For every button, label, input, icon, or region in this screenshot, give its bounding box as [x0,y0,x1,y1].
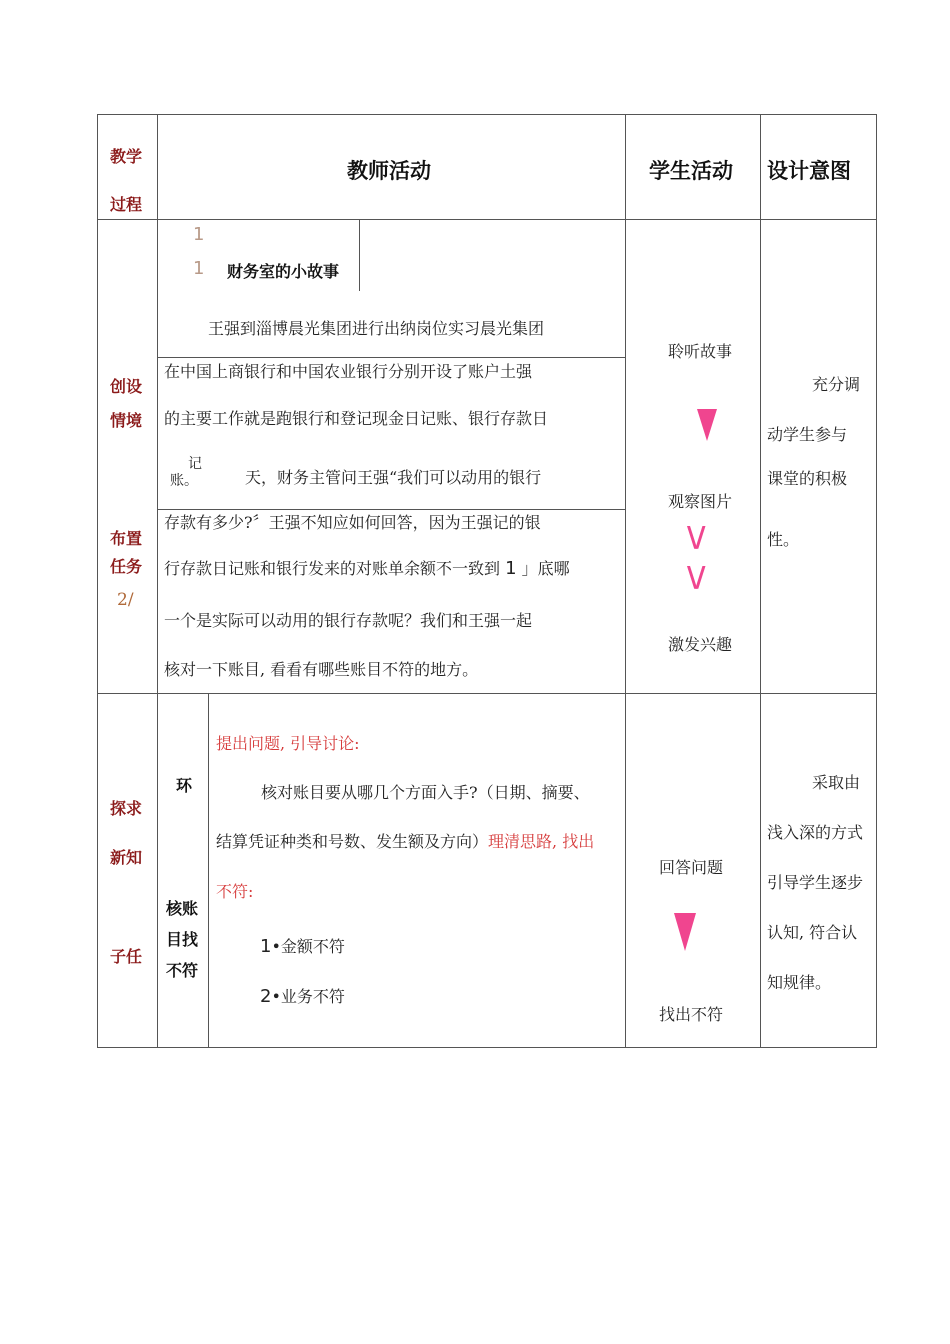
paragraph-line: 核对一下账目, 看看有哪些账目不符的地方。 [164,660,479,679]
paragraph-line: 」底哪 [521,559,570,578]
design-intent-line: 认知, 符合认 [767,923,858,942]
discussion-text: 核对账目要从哪几个方面入手?（日期、摘要、 [261,783,590,802]
list-item-label: •业务不符 [271,987,345,1006]
student-activity-listen: 聆听故事 [668,342,733,361]
design-intent-line: 知规律。 [767,973,832,992]
list-item-label: •金额不符 [271,937,345,956]
student-activity-observe: 观察图片 [668,492,733,511]
discussion-text: 结算凭证种类和号数、发生额及方向） [216,832,489,851]
story-title: 财务室的小故事 [227,262,340,281]
paragraph-line-with-number [164,556,570,579]
sub-col-ring: 环 [176,776,193,795]
list-item [260,984,345,1007]
table-col-divider [760,114,761,1048]
paragraph-line: 行存款日记账和银行发来的对账单余额不一致到 [164,559,501,578]
design-intent-line: 采取由 [812,773,861,792]
row2-stage-label: 探求 [110,799,143,818]
v-arrow-icon: \/ [687,560,704,593]
table-col-divider [157,114,158,1048]
paragraph-line: 的主要工作就是跑银行和登记现金日记账、银行存款日 [164,409,549,428]
design-intent-line: 性。 [767,530,800,549]
design-intent-line: 动学生参与 [767,425,848,444]
paragraph-line: 在中国上商银行和中国农业银行分别开设了账户土强 [164,362,533,381]
paragraph-line: 天，财务主管问王强“我们可以动用的银行 [245,468,542,487]
side-note [170,456,202,490]
design-intent-line: 充分调 [812,375,861,394]
side-note-line: 记 [188,456,202,472]
story-number: 1 [193,224,205,245]
side-note-line: 账。 [170,473,198,489]
header-design-intent: 设计意图 [767,159,851,183]
discussion-text-line2 [216,829,594,852]
row2-stage-label: 新知 [110,848,143,867]
design-intent-line: 课堂的积极 [767,469,848,488]
row1-stage-line: 创设 [110,377,143,396]
header-student-activity: 学生活动 [649,159,733,183]
story-title-divider [359,219,360,291]
student-activity-interest: 激发兴趣 [668,635,733,654]
sub-col-line: 不符 [166,961,199,980]
row1-task-line: 任务 [110,557,143,576]
list-item-number: 2 [260,986,272,1007]
header-teacher-activity: 教师活动 [347,159,431,183]
header-process-label [110,133,142,229]
discussion-red-line: 不符: [216,882,254,901]
v-arrow-icon: \/ [687,520,704,553]
table-border-left [97,114,98,1048]
sub-col-line: 核账 [166,899,199,918]
sub-col-label [166,893,198,986]
list-item-number: 1 [260,936,272,957]
list-item [260,934,345,957]
row1-task-note: 2/ [117,590,134,610]
table-border-right [876,114,877,1048]
sub-col-line: 目找 [166,930,199,949]
design-intent-line: 引导学生逐步 [767,873,864,892]
sub-col-divider [208,693,209,1048]
row2-subtask-label: 子任 [110,947,143,966]
down-arrow-icon [674,913,696,951]
discussion-title: 提出问题, 引导讨论: [216,734,360,753]
header-process-line1: 教学 [110,147,143,166]
header-process-line2: 过程 [110,195,143,214]
inline-number: 1 [505,558,517,579]
row1-stage-line: 情境 [110,411,143,430]
paragraph-line: 一个是实际可以动用的银行存款呢？我们和王强一起 [164,611,533,630]
student-activity-answer: 回答问题 [659,858,724,877]
discussion-red-inline: 理清思路, 找出 [488,832,595,851]
paragraph-line: 王强到淄博晨光集团进行出纳岗位实习晨光集团 [208,319,545,338]
table-col-divider [625,114,626,1048]
down-arrow-icon [697,409,717,441]
student-activity-find: 找出不符 [659,1005,724,1024]
paragraph-line: 存款有多少?〞王强不知应如何回答，因为王强记的银 [164,513,541,532]
row1-task-line: 布置 [110,529,143,548]
design-intent-line: 浅入深的方式 [767,823,864,842]
row1-stage-label [110,370,142,438]
story-number: 1 [193,258,205,279]
paragraph-inner-line [157,357,625,358]
row1-task-label [110,525,142,581]
